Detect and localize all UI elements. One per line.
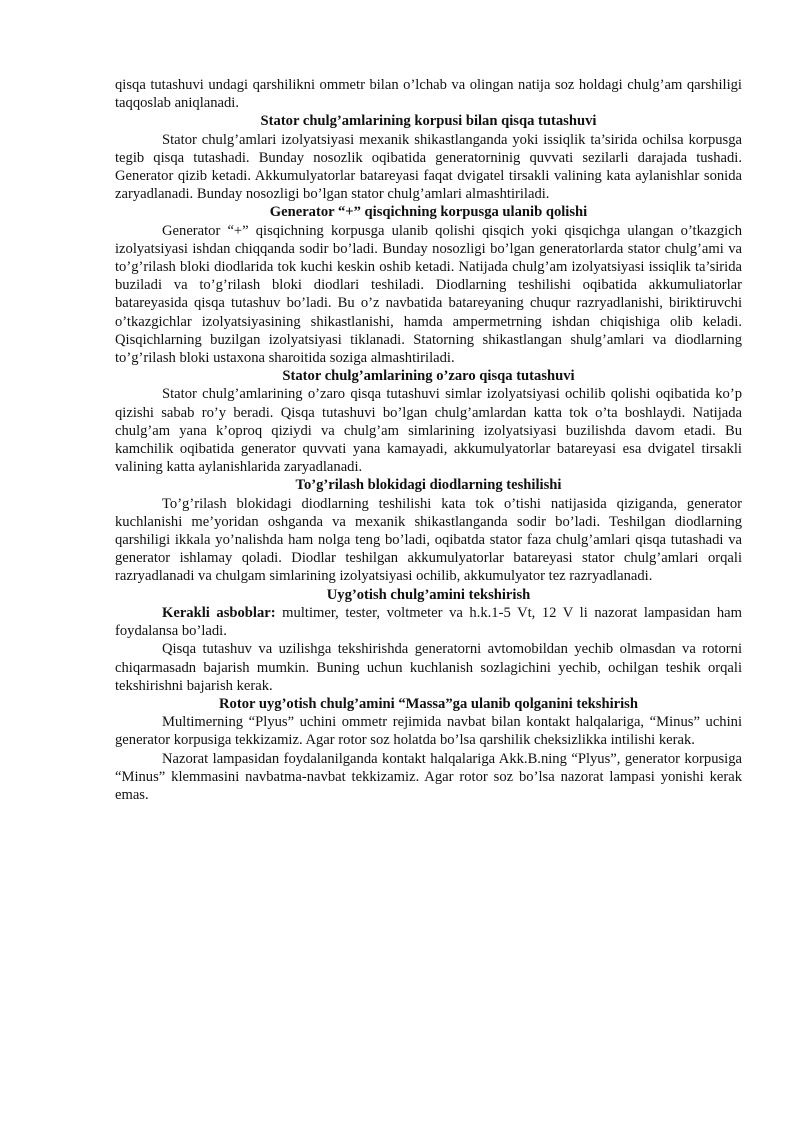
paragraph-excitation-check: Qisqa tutashuv va uzilishga tekshirishda generatorni avtomobildan yechib olmasdan va rotorni chiqarmasadn bajarish mumkin. Buning uchun kuchlanish sozlagichini yechib, ochilgan teshik orqali tekshirishni bajarish kerak. [115, 641, 742, 694]
heading-interturn-short: Stator chulg’amlarining o’zaro qisqa tutashuvi [282, 368, 575, 385]
paragraph-rotor-lamp: Nazorat lampasidan foydalanilganda kontakt halqalariga Akk.B.ning “Plyus”, generator korpusiga “Minus” klemmasini navbatma-navbat tekkizamiz. Agar rotor soz bo’lsa nazorat lampasi yonishi kerak emas. [115, 750, 742, 803]
intro-paragraph: qisqa tutashuvi undagi qarshilikni ommetr bilan o’lchab va olingan natija soz holdagi chulg’am qarshiligi taqqoslab aniqlanadi. [115, 77, 742, 112]
paragraph-diode-breakdown: To’g’rilash blokidagi diodlarning teshilishi kata tok o’tishi natijasida qiziganda, generator kuchlanishi me’yoridan oshganda va mexanik shikastlanganda sodir bo’ladi. Teshilgan diodlarning qarshiligi ikkala yo’nalishda ham nolga teng bo’ladi, oqibatda stator faza chulg’amlari qisqa tutashadi va generator ishlamay qoladi. Diodlar teshilgan akkumulyatorlar batareyasi stator chulg’amlari orqali razryadlanadi va chulgam simlarining izolyatsiyasi ochilib, akkumulyator tez razryadlanadi. [115, 495, 742, 585]
tools-label: Kerakli asboblar: [162, 604, 276, 621]
paragraph-stator-body-short: Stator chulg’amlari izolyatsiyasi mexanik shikastlanganda yoki issiqlik ta’sirida ochilsa korpusga tegib qisqa tutashadi. Bunday nosozlik oqibatida generatorninig quvvati sezilarli darajada tushadi. Generator qizib ketadi. Akkumulyatorlar batareyasi faqat dvigatel tirsakli valining kata aylanishlar sonida zaryadlanadi. Bunday nosozligi bo’lgan stator chulg’amlari almashtiriladi. [115, 131, 742, 203]
document-page [115, 76, 742, 804]
heading-plus-terminal-short: Generator “+” qisqichning korpusga ulanib qolishi [269, 204, 588, 221]
heading-diode-breakdown: To’g’rilash blokidagi diodlarning teshilishi [295, 477, 562, 494]
paragraph-interturn-short: Stator chulg’amlarining o’zaro qisqa tutashuvi simlar izolyatsiyasi ochilib qolishi oqibatida ko’p qizishi sabab ro’y beradi. Qisqa tutashuvi bo’lgan chulg’amlardan katta tok o’ta boshlaydi. Natijada chulg’am yana k’oproq qiziydi va chulg’am simlarining izolyatsiyasi buzilishda davom etadi. Bu kamchilik oqibatida generator quvvati yana kamayadi, akkumulyatorlar batareyasi esa dvigatel tirsakli valining katta aylanishlarida zaryadlanadi. [115, 386, 742, 476]
heading-excitation-check: Uyg’otish chulg’amini tekshirish [326, 586, 531, 603]
paragraph-plus-terminal-short: Generator “+” qisqichning korpusga ulanib qolishi qisqich yoki qisqichga ulangan o’tkazgich izolyatsiyasi ishdan chiqqanda sodir bo’ladi. Bunday nosozligi bo’lgan generatorlarda stator chulg’ami va to’g’rilash bloki diodlarida tok kuchi keskin oshib ketadi. Natijada chulg’am izolyatsiyasi issiqlik ta’sirida buziladi va to’g’rilash bloki diodlari teshiladi. Diodlarning teshilishi oqibatida akkumuliatorlar batareyasida qisqa tutashuv bo’ladi. Bu o’z navbatida batareyaning chuqur razryadlanishi, biriktiruvchi o’tkazgichlar izolyatsiyasining shikastlanishi, hamda ampermetrning ishdan chiqishiga olib keladi. Qisqichlarning buzilgan izolyatsiyasi tiklanadi. Statorning shikastlangan shulg’amlari va diodlarning to’g’rilash bloki ustaxona sharoitida soziga almashtiriladi. [115, 222, 742, 367]
tools-text: multimer, tester, voltmeter va h.k.1-5 Vt, 12 V li nazorat lampasidan ham foydalansa bo’ladi. [115, 604, 743, 640]
heading-stator-body-short: Stator chulg’amlarining korpusi bilan qisqa tutashuvi [260, 113, 597, 130]
paragraph-required-tools [115, 604, 742, 640]
paragraph-rotor-multimeter: Multimerning “Plyus” uchini ommetr rejimida navbat bilan kontakt halqalariga, “Minus” uchini generator korpusiga tekkizamiz. Agar rotor soz holatda bo’lsa qarshilik cheksizlikka intilishi kerak. [115, 714, 742, 749]
heading-rotor-ground-check: Rotor uyg’otish chulg’amini “Massa”ga ulanib qolganini tekshirish [219, 695, 638, 712]
